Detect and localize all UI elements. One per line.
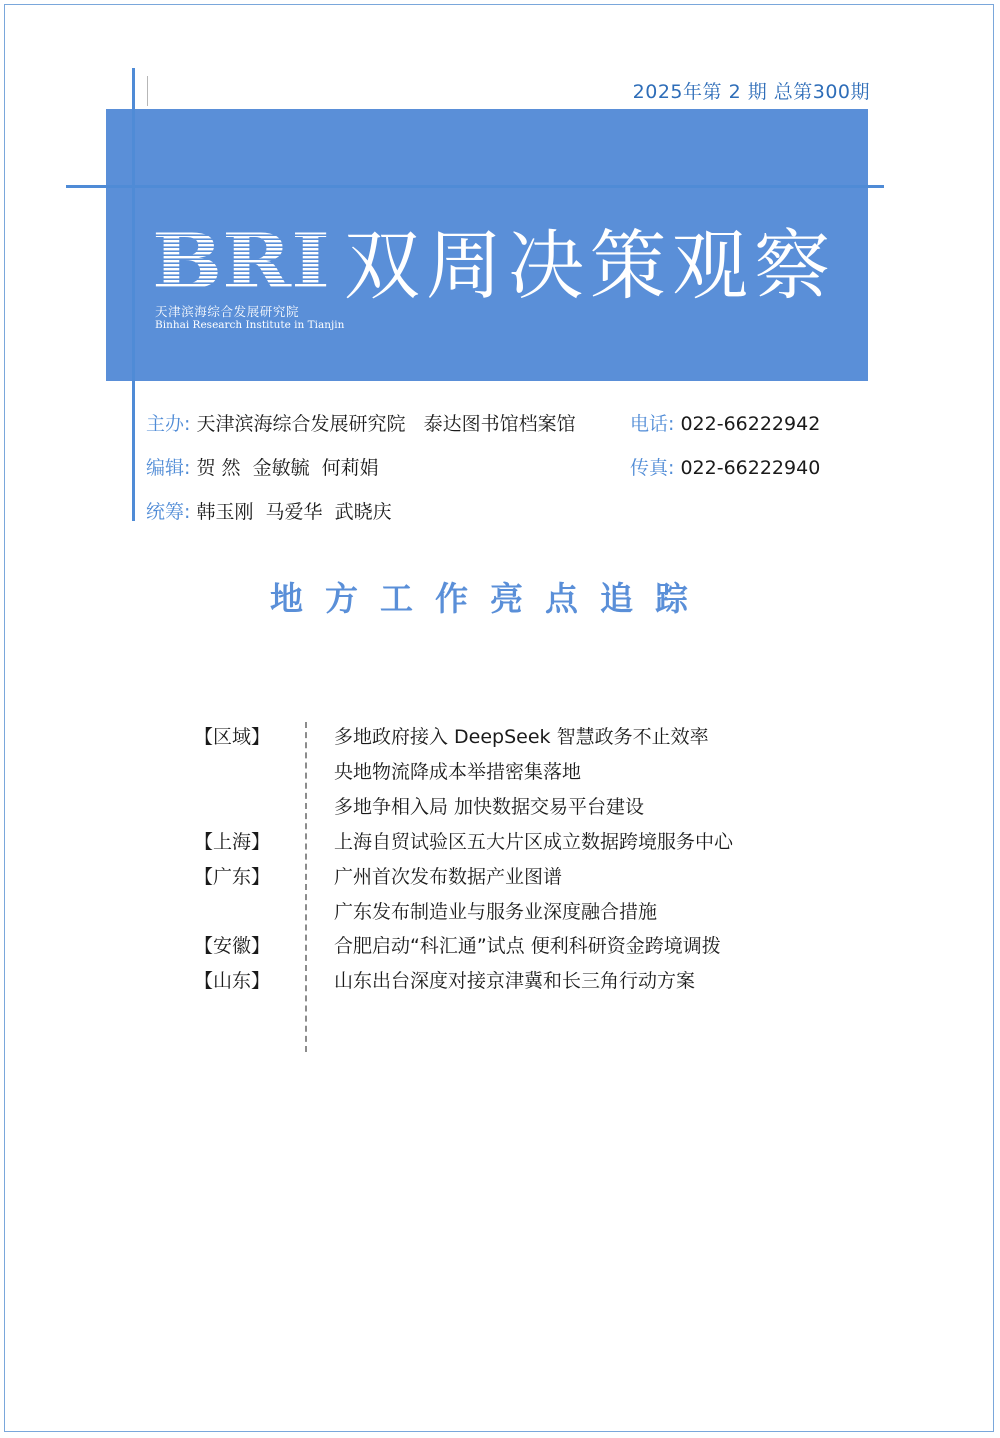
logo-cn-name: 天津滨海综合发展研究院 (155, 304, 300, 319)
toc-region: 【广东】 (193, 866, 270, 888)
fax-value: 022-66222940 (680, 457, 821, 479)
toc-region: 【山东】 (193, 970, 270, 992)
toc-item[interactable] (0, 931, 1000, 965)
decorative-rule-horizontal (66, 185, 884, 188)
decorative-rule-thin (147, 76, 148, 106)
issue-number: 2025年第 2 期 总第300期 (632, 81, 870, 103)
phone-value: 022-66222942 (680, 413, 821, 435)
toc-region: 【上海】 (193, 831, 270, 853)
info-coordinators (146, 497, 392, 524)
editor-label: 编辑: (146, 457, 191, 479)
publication-title: 双周决策观察 (344, 221, 836, 310)
info-fax (630, 453, 820, 480)
toc-item[interactable] (0, 966, 1000, 1000)
toc-title[interactable]: 广州首次发布数据产业图谱 (334, 866, 563, 888)
logo-en-name: Binhai Research Institute in Tianjin (155, 319, 345, 331)
bri-logo-mark: BRI (152, 228, 330, 294)
bri-logo (152, 228, 330, 294)
phone-label: 电话: (630, 413, 675, 435)
toc-title[interactable]: 合肥启动“科汇通”试点 便利科研资金跨境调拨 (334, 935, 721, 957)
coordinator-value: 韩玉刚 马爱华 武晓庆 (196, 501, 392, 523)
toc-item[interactable] (0, 862, 1000, 896)
toc-title[interactable]: 多地政府接入 DeepSeek 智慧政务不止效率 (334, 726, 709, 748)
info-phone (630, 409, 820, 436)
toc-region: 【区域】 (193, 726, 270, 748)
toc-item[interactable] (0, 792, 1000, 826)
toc-region: 【安徽】 (193, 935, 270, 957)
info-editors (146, 453, 379, 480)
toc-item[interactable] (0, 827, 1000, 861)
coordinator-label: 统筹: (146, 501, 191, 523)
decorative-rule-vertical (132, 68, 135, 521)
host-label: 主办: (146, 413, 191, 435)
toc-title[interactable]: 广东发布制造业与服务业深度融合措施 (334, 901, 658, 923)
info-host (146, 409, 576, 436)
toc-item[interactable] (0, 722, 1000, 756)
toc-title[interactable]: 多地争相入局 加快数据交易平台建设 (334, 796, 645, 818)
host-value: 天津滨海综合发展研究院 泰达图书馆档案馆 (196, 413, 576, 435)
toc-title[interactable]: 央地物流降成本举措密集落地 (334, 761, 582, 783)
toc-title[interactable]: 上海自贸试验区五大片区成立数据跨境服务中心 (334, 831, 734, 853)
section-title: 地方工作亮点追踪 (270, 579, 710, 618)
toc-item[interactable] (0, 897, 1000, 931)
editor-value: 贺 然 金敏毓 何莉娟 (196, 457, 379, 479)
toc-title[interactable]: 山东出台深度对接京津冀和长三角行动方案 (334, 970, 696, 992)
fax-label: 传真: (630, 457, 675, 479)
toc-item[interactable] (0, 757, 1000, 791)
